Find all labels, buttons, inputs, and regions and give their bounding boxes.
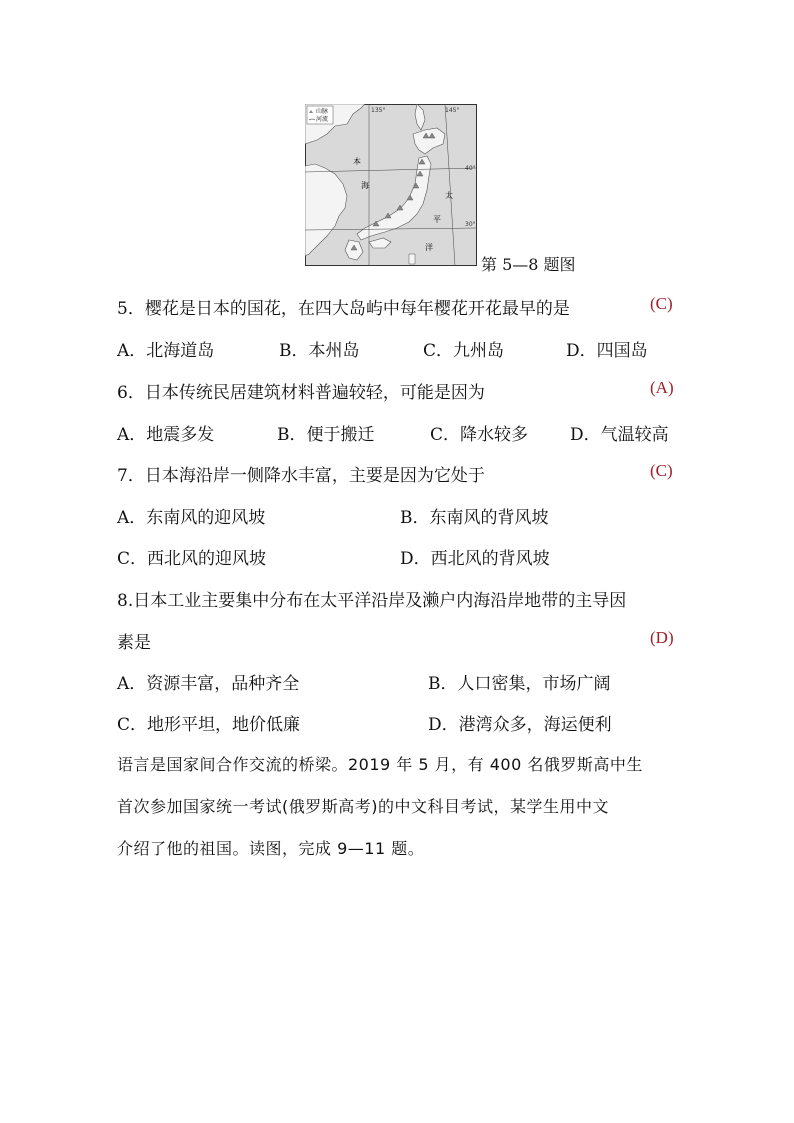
question-6-option-a: A．地震多发 [117,425,215,445]
question-8-option-b: B．人口密集，市场广阔 [428,674,611,694]
question-6-option-b: B．便于搬迁 [277,425,375,445]
figure-caption: 第 5—8 题图 [481,255,576,274]
question-5-option-d: D．四国岛 [566,341,648,361]
question-5-answer: (C) [650,294,673,313]
question-7-option-d: D．西北风的背风坡 [400,549,550,569]
question-5-option-a: A．北海道岛 [117,341,215,361]
legend-river-label: 河流 [316,116,329,123]
question-5-option-b: B．本州岛 [279,341,360,361]
question-8-option-a: A．资源丰富，品种齐全 [117,674,300,694]
passage-line-1: 语言是国家间合作交流的桥梁。2019 年 5 月，有 400 名俄罗斯高中生 [117,755,643,774]
ocean-label-1: 太 [445,191,453,200]
question-8-option-d: D．港湾众多，海运便利 [428,715,612,735]
question-7-option-a: A．东南风的迎风坡 [117,508,266,528]
lon135-label: 135° [371,107,386,114]
question-8-stem-line2: 素是 [117,633,151,653]
lat30-label: 30° [465,221,476,228]
ocean-label-3: 洋 [425,243,433,252]
lat40-label: 40° [465,165,476,172]
question-7-option-b: B．东南风的背风坡 [400,508,549,528]
ocean-label-2: 平 [433,215,441,224]
question-8-option-c: C．地形平坦，地价低廉 [117,715,301,735]
question-8-answer: (D) [650,628,674,647]
question-7-option-c: C．西北风的迎风坡 [117,549,267,569]
question-7-answer: (C) [650,461,673,480]
japan-map-svg [305,104,477,266]
passage-line-2: 首次参加国家统一考试(俄罗斯高考)的中文科目考试，某学生用中文 [117,797,609,816]
question-5-option-c: C．九州岛 [423,341,505,361]
sea-label-1: 本 [353,157,361,166]
question-7-stem: 7．日本海沿岸一侧降水丰富，主要是因为它处于 [117,466,485,486]
japan-map [305,104,477,266]
question-8-stem-line1: 8.日本工业主要集中分布在太平洋沿岸及濑户内海沿岸地带的主导因 [117,591,627,611]
legend-mountain-label: 山脉 [316,108,329,115]
question-6-answer: (A) [650,378,674,397]
passage-line-3: 介绍了他的祖国。读图，完成 9—11 题。 [117,839,425,858]
lon145-label: 145° [445,107,460,114]
question-6-stem: 6．日本传统民居建筑材料普遍较轻，可能是因为 [117,383,485,403]
question-5-stem: 5．樱花是日本的国花，在四大岛屿中每年樱花开花最早的是 [117,299,570,319]
sea-label-2: 海 [361,181,369,190]
small-island [409,254,415,264]
question-6-option-c: C．降水较多 [430,425,529,445]
question-6-option-d: D．气温较高 [570,425,669,445]
